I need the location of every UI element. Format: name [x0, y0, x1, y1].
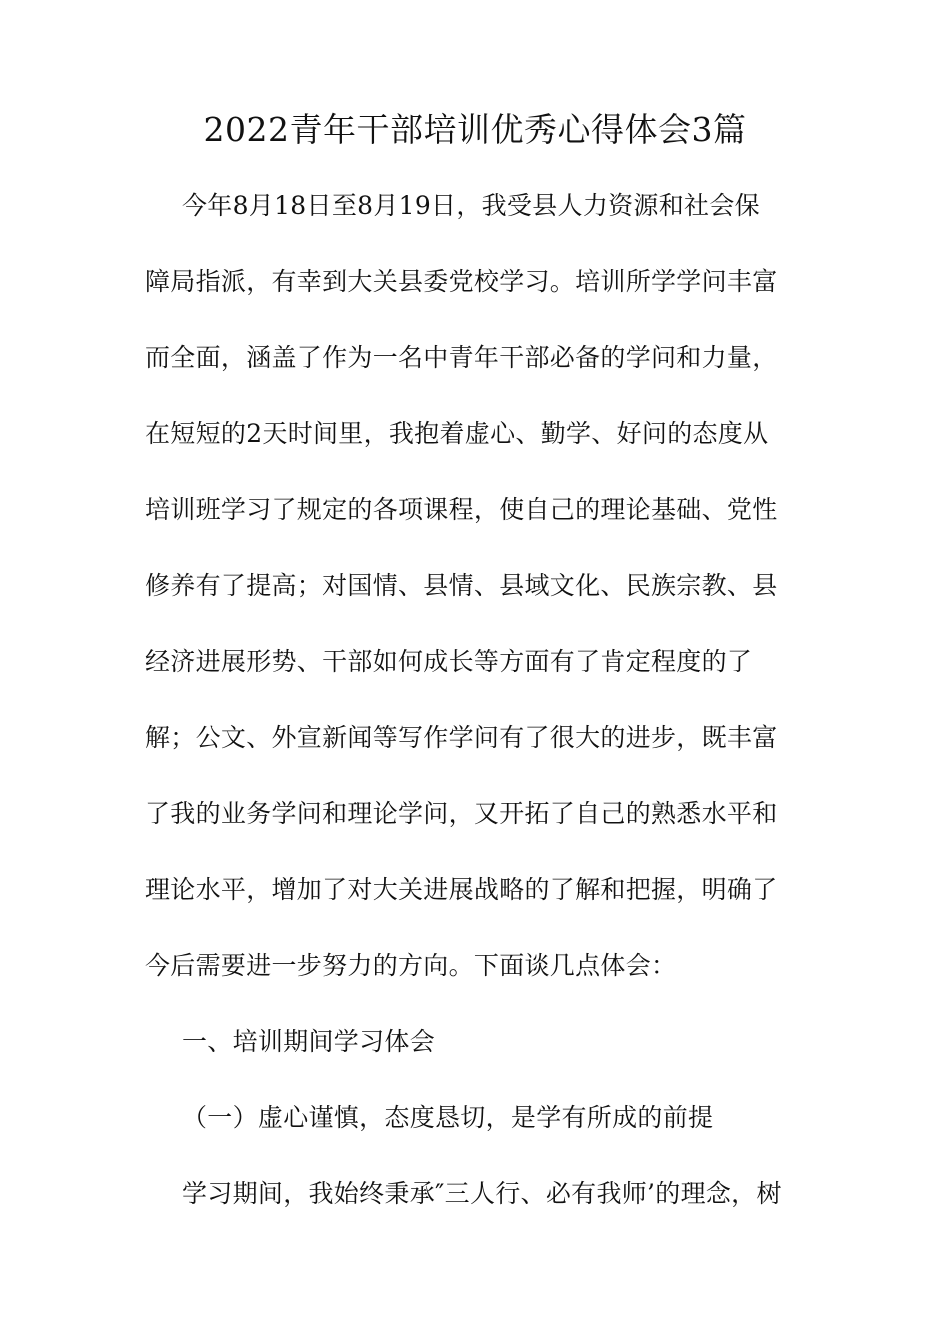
section-heading: 一、培训期间学习体会 — [182, 1027, 436, 1056]
section-subheading: （一）虚心谨慎，态度恳切，是学有所成的前提 — [182, 1103, 714, 1132]
paragraph-line: 今年8月18日至8月19日，我受县人力资源和社会保 — [182, 191, 760, 220]
paragraph-line: 了我的业务学问和理论学问，又开拓了自己的熟悉水平和 — [145, 799, 778, 828]
paragraph-line: 解；公文、外宣新闻等写作学问有了很大的进步，既丰富 — [145, 723, 778, 752]
paragraph-line: 今后需要进一步努力的方向。下面谈几点体会： — [145, 951, 677, 980]
paragraph-line: 经济进展形势、干部如何成长等方面有了肯定程度的了 — [145, 647, 753, 676]
document-title: 2022青年干部培训优秀心得体会3篇 — [203, 110, 747, 149]
paragraph-line: 培训班学习了规定的各项课程，使自己的理论基础、党性 — [145, 495, 778, 524]
paragraph-line: 障局指派，有幸到大关县委党校学习。培训所学学问丰富 — [145, 267, 778, 296]
paragraph-line: 学习期间，我始终秉承″三人行、必有我师’的理念，树 — [182, 1179, 782, 1208]
paragraph-line: 在短短的2天时间里，我抱着虚心、勤学、好问的态度从 — [145, 419, 769, 448]
paragraph-line: 而全面，涵盖了作为一名中青年干部必备的学问和力量， — [145, 343, 778, 372]
paragraph-line: 理论水平，增加了对大关进展战略的了解和把握，明确了 — [145, 875, 778, 904]
paragraph-line: 修养有了提高；对国情、县情、县域文化、民族宗教、县 — [145, 571, 778, 600]
